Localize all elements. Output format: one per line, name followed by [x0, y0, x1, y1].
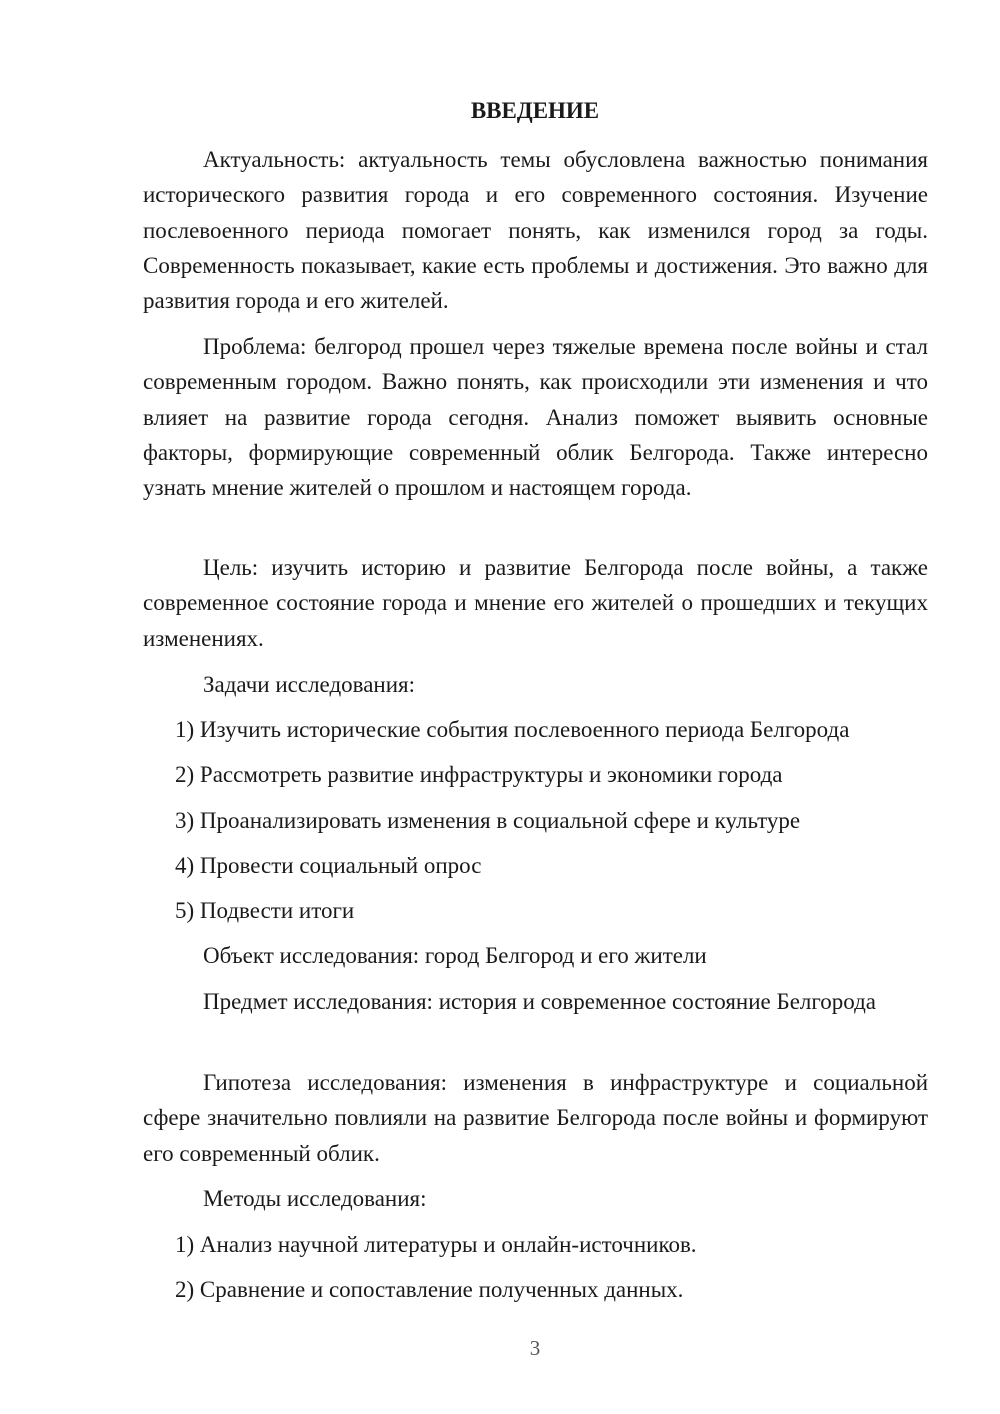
methods-label: Методы исследования: [203, 1186, 427, 1211]
method-item: 2) Сравнение и сопоставление полученных данных. [175, 1277, 684, 1302]
paragraph-subject: Предмет исследования: история и современное состояние Белгорода [203, 989, 877, 1014]
paragraph-object: Объект исследования: город Белгород и его жители [203, 943, 707, 968]
paragraph-goal: Цель: изучить историю и развитие Белгорода после войны, а также современное состояние города и мнение его жителей о прошедших и текущих изменениях. [143, 555, 928, 651]
section-heading: ВВЕДЕНИЕ [470, 98, 600, 123]
task-item: 3) Проанализировать изменения в социальной сфере и культуре [175, 808, 801, 833]
task-item: 1) Изучить исторические события послевоенного периода Белгорода [175, 717, 850, 742]
task-item: 2) Рассмотреть развитие инфраструктуры и экономики города [175, 762, 783, 787]
method-item: 1) Анализ научной литературы и онлайн-источников. [175, 1232, 697, 1257]
paragraph-hypothesis: Гипотеза исследования: изменения в инфраструктуре и социальной сфере значительно повлияли на развитие Белгорода после войны и формируют его современный облик. [143, 1070, 928, 1166]
paragraph-problem: Проблема: белгород прошел через тяжелые времена после войны и стал современным городом. Важно понять, как происходили эти изменения и что влияет на развитие города сегодня. Анализ поможет выявить основные факторы, формирующие современный облик Белгорода. Также интересно узнать мнение жителей о прошлом и настоящем города. [143, 334, 928, 501]
tasks-label: Задачи исследования: [203, 672, 416, 697]
paragraph-relevance: Актуальность: актуальность темы обусловлена важностью понимания исторического развития города и его современного состояния. Изучение послевоенного периода помогает понять, как изменился город за годы. Современность показывает, какие есть проблемы и достижения. Это важно для развития города и его жителей. [143, 147, 928, 314]
page-number: 3 [529, 1336, 541, 1360]
task-item: 4) Провести социальный опрос [175, 853, 482, 878]
task-item: 5) Подвести итоги [175, 898, 355, 923]
